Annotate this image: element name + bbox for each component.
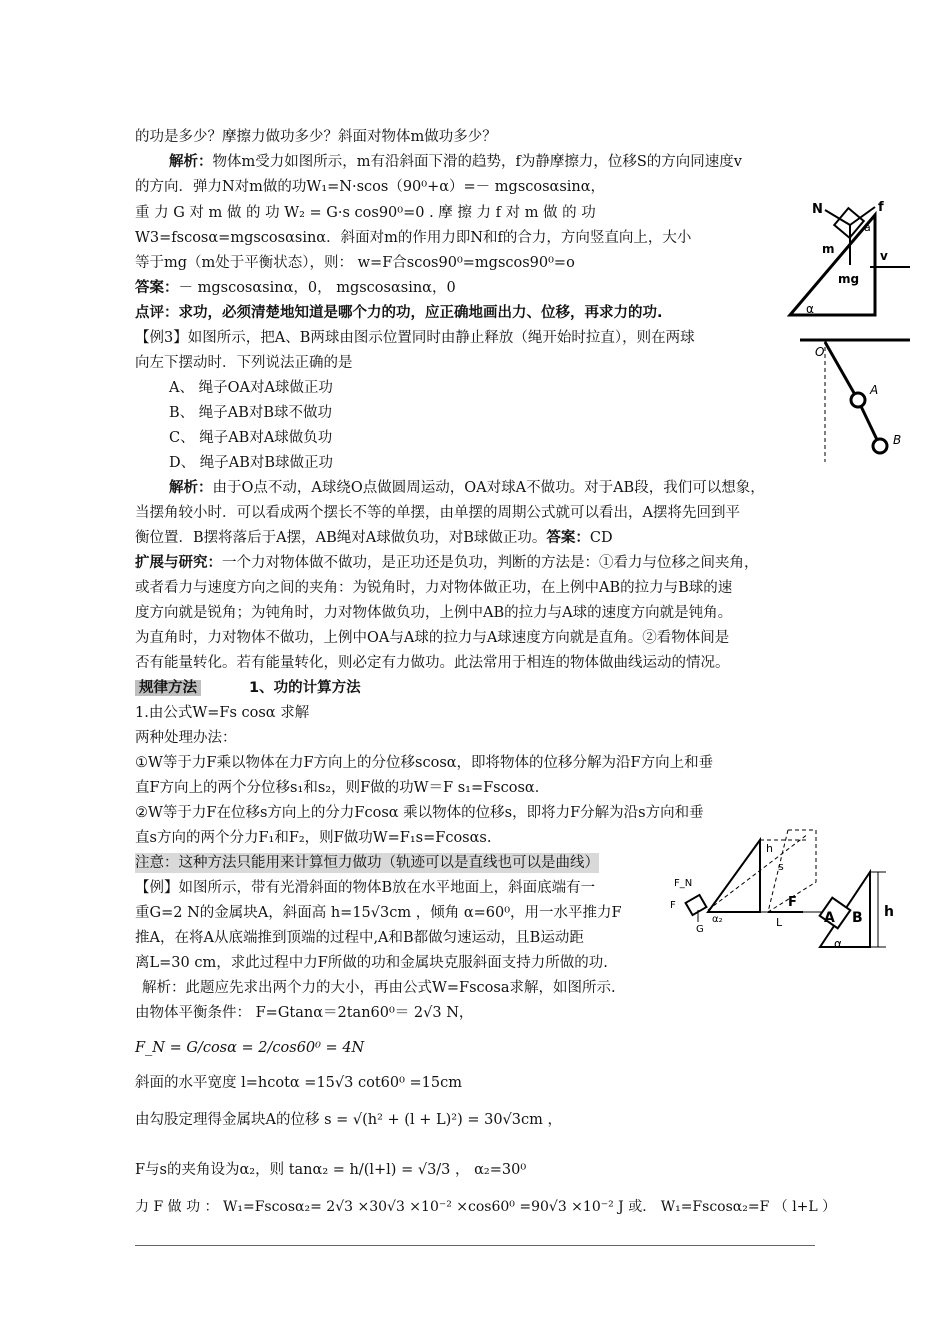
label-f-small: F (670, 900, 676, 911)
label-f: f (878, 200, 884, 215)
label-b: B (893, 433, 902, 447)
label-alpha: α (806, 302, 814, 316)
label-a: A (870, 383, 879, 397)
text-line: ①W等于力F乘以物体在力F方向上的分位移scosα，即将物体的位移分解为沿F方向上和垂 (135, 755, 714, 771)
analysis-label: 解析： (169, 154, 213, 170)
ball-b (873, 439, 887, 453)
label-n: N (812, 202, 823, 217)
label-v: v (880, 249, 888, 263)
text-line: W3=fscosα=mgscosαsinα．斜面对m的作用力即N和f的合力，方向竖直向上，大小 (135, 230, 692, 246)
option-b: B、 绳子AB对B球不做功 (169, 405, 333, 421)
option-d: D、 绳子AB对B球做正功 (169, 455, 334, 471)
label-fn: F_N (674, 878, 693, 889)
comment-line: 点评：求功，必须清楚地知道是哪个力的功，应正确地画出力、位移，再求力的功. (135, 305, 663, 321)
label-l: L (776, 916, 783, 929)
text-line: 为直角时，力对物体不做功，上例中OA与A球的拉力与A球速度方向就是直角。②看物体间是 (135, 630, 730, 646)
label-s: s (778, 860, 784, 873)
double-pendulum-figure (795, 332, 915, 467)
wedge-figure (810, 862, 920, 952)
text-line: 或者看力与速度方向之间的夹角：为锐角时，力对物体做正功，在上例中AB的拉力与B球的速 (135, 580, 733, 596)
note-line: 注意：这种方法只能用来计算恒力做功（轨迹可以是直线也可以是曲线） (135, 855, 599, 871)
analysis-label: 解析： (169, 480, 213, 496)
text-line: 由物体平衡条件： F=Gtanα＝2tan60⁰＝ 2√3 N， (135, 1005, 474, 1021)
text-line: 由于O点不动，A球绕O点做圆周运动，OA对球A不做功。对于AB段，我们可以想象， (212, 480, 765, 496)
incline-outline (708, 840, 760, 912)
text-line: 等于mg（m处于平衡状态），则： w=F合scos90⁰=mgscos90⁰=o (135, 255, 575, 271)
section-heading (135, 678, 361, 698)
section-title: 1、功的计算方法 (249, 680, 361, 696)
text-line: 衡位置．B摆将落后于A摆，AB绳对A球做负功，对B球做正功。 (135, 530, 547, 546)
text-line: 两种处理办法： (135, 730, 237, 746)
analysis-paragraph (135, 478, 765, 498)
block-a (686, 895, 707, 915)
incline-force-figure (780, 195, 920, 325)
formula-width: 斜面的水平宽度 l=hcotα =15√3 cot60⁰ =15cm (135, 1075, 463, 1091)
formula-work: 力 F 做 功 ： W₁=Fscosα₂= 2√3 ×30√3 ×10⁻² ×cos60⁰ =90√3 ×10⁻² J 或． W₁=Fscosα₂=F （ l+L ） (135, 1199, 837, 1215)
label-h: h (884, 904, 894, 920)
text-line: 一个力对物体做不做功，是正功还是负功，判断的方法是：①看力与位移之间夹角， (222, 555, 759, 571)
answer-label: 答案： (546, 530, 590, 546)
text-line: 解析：此题应先求出两个力的大小，再由公式W=Fscosa求解，如图所示. (142, 980, 616, 996)
text-line: 重G=2 N的金属块A，斜面高 h=15√3cm ，倾角 α=60⁰，用一水平推力F (135, 905, 622, 921)
text-line: ②W等于力F在位移s方向上的分力Fcosα 乘以物体的位移s，即将力F分解为沿s方向和垂 (135, 805, 704, 821)
answer-text: CD (589, 530, 613, 546)
footer-rule (135, 1245, 815, 1246)
text-line: 1.由公式W=Fs cosα 求解 (135, 705, 310, 721)
extension-label: 扩展与研究： (135, 555, 222, 571)
text-line: 直s方向的两个分力F₁和F₂，则F做功W=F₁s=Fcosαs. (135, 830, 492, 846)
text-line: 物体m受力如图所示，m有沿斜面下滑的趋势，f为静摩擦力，位移S的方向同速度v (212, 154, 742, 170)
text-line (135, 528, 613, 548)
extension-paragraph (135, 553, 759, 573)
formula-fn: F_N = G/cosα = 2/cos60⁰ = 4N (135, 1040, 365, 1056)
text-line: 推A，在将A从底端推到顶端的过程中,A和B都做匀速运动，且B运动距 (135, 930, 584, 946)
label-a: A (824, 910, 835, 926)
text-line: 度方向就是锐角；为钝角时，力对物体做负功，上例中AB的拉力与A球的速度方向就是钝角。 (135, 605, 733, 621)
incline-triangle (790, 215, 875, 315)
ball-a (851, 393, 865, 407)
label-mg: mg (838, 272, 860, 286)
rope-oa (825, 342, 858, 400)
answer-text: － mgscosαsinα，0， mgscosαsinα，0 (178, 280, 456, 296)
answer-line (135, 278, 456, 298)
option-c: C、 绳子AB对A球做负功 (169, 430, 333, 446)
label-alpha: α (834, 937, 842, 951)
text-line: 当摆角较小时．可以看成两个摆长不等的单摆，由单摆的周期公式就可以看出，A摆将先回到平 (135, 505, 740, 521)
formula-displacement: 由勾股定理得金属块A的位移 s = √(h² + (l + L)²) = 30√3cm ， (135, 1112, 562, 1128)
text-line: 的方向．弹力N对m做的功W₁=N·scos（90⁰+α）=－ mgscosαsinα， (135, 179, 606, 195)
label-alpha2: α₂ (712, 914, 723, 925)
label-m: m (822, 242, 835, 256)
option-a: A、 绳子OA对A球做正功 (169, 380, 333, 396)
label-a: a (864, 221, 871, 234)
text-line: 重 力 G 对 m 做 的 功 W₂ = G·s cos90⁰=0 . 摩 擦 力 f 对 m 做 的 功 (135, 205, 596, 221)
formula-angle: F与s的夹角设为α₂，则 tanα₂ = h/(l+l) = √3/3 ， α₂=30⁰ (135, 1162, 527, 1178)
text-line: 向左下摆动时．下列说法正确的是 (135, 355, 353, 371)
label-f-large: F (788, 895, 797, 910)
text-line: 的功是多少？摩擦力做功多少？斜面对物体m做功多少？ (135, 129, 497, 145)
example-title: 【例】如图所示，带有光滑斜面的物体B放在水平地面上，斜面底端有一 (135, 880, 596, 896)
answer-label: 答案： (135, 280, 179, 296)
section-tag: 规律方法 (135, 680, 201, 696)
label-o: O (815, 345, 825, 359)
label-b: B (852, 910, 863, 926)
text-line: 直F方向上的两个分位移s₁和s₂，则F做的功W＝F s₁=Fscosα． (135, 780, 550, 796)
label-g: G (696, 924, 704, 935)
analysis-paragraph (135, 152, 742, 172)
label-h: h (766, 842, 773, 855)
text-line: 离L=30 cm，求此过程中力F所做的功和金属块克服斜面支持力所做的功. (135, 955, 608, 971)
example3-title: 【例3】如图所示，把A、B两球由图示位置同时由静止释放（绳开始时拉直），则在两球 (135, 330, 695, 346)
text-line: 否有能量转化。若有能量转化，则必定有力做功。此法常用于相连的物体做曲线运动的情况。 (135, 655, 730, 671)
